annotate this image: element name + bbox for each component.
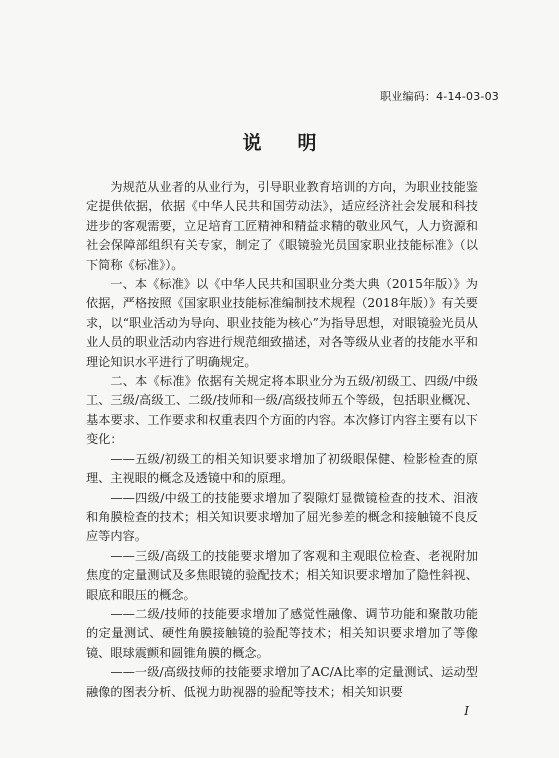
paragraph: ——五级/初级工的相关知识要求增加了初级眼保健、检影检查的原理、主视眼的概念及透镜中和的原理。	[86, 451, 478, 486]
paragraph: 为规范从业者的从业行为，引导职业教育培训的方向，为职业技能鉴定提供依据，依据《中华人民共和国劳动法》，适应经济社会发展和科技进步的客观需要，立足培育工匠精神和精益求精的敬业风气，人力资源和社会保障部组织有关专家，制定了《眼镜验光员国家职业技能标准》（以下简称《标准》）。	[86, 180, 478, 272]
paragraph: ——四级/中级工的技能要求增加了裂隙灯显微镜检查的技术、泪液和角膜检查的技术；相关知识要求增加了屈光参差的概念和接触镜不良反应等内容。	[86, 490, 478, 544]
title-char-1: 说	[242, 132, 262, 154]
title-char-2: 明	[297, 132, 317, 154]
occupation-code: 职业编码：4-14-03-03	[380, 90, 499, 103]
paragraph: ——一级/高级技师的技能要求增加了AC/A比率的定量测试、运动型融像的图表分析、低视力助视器的验配等技术；相关知识要	[86, 665, 478, 699]
paragraph: ——二级/技师的技能要求增加了感觉性融像、调节功能和聚散功能的定量测试、硬性角膜接触镜的验配等技术；相关知识要求增加了等像镜、眼球震颤和圆锥角膜的概念。	[86, 606, 478, 660]
page-title	[0, 128, 559, 155]
paragraph: 二、本《标准》依据有关规定将本职业分为五级/初级工、四级/中级工、三级/高级工、二级/技师和一级/高级技师五个等级，包括职业概况、基本要求、工作要求和权重表四个方面的内容。本次修订内容主要有以下变化：	[86, 374, 478, 447]
paragraph: 一、本《标准》以《中华人民共和国职业分类大典（2015年版）》为依据，严格按照《国家职业技能标准编制技术规程（2018年版）》有关要求，以“职业活动为导向、职业技能为核心”为指导思想，对眼镜验光员从业人员的职业活动内容进行规范细致描述，对各等级从业者的技能水平和理论知识水平进行了明确规定。	[86, 277, 478, 369]
page-number: I	[464, 704, 469, 718]
body-text	[86, 178, 478, 702]
paragraph: ——三级/高级工的技能要求增加了客观和主观眼位检查、老视附加焦度的定量测试及多焦眼镜的验配技术；相关知识要求增加了隐性斜视、眼底和眼压的概念。	[86, 548, 478, 602]
